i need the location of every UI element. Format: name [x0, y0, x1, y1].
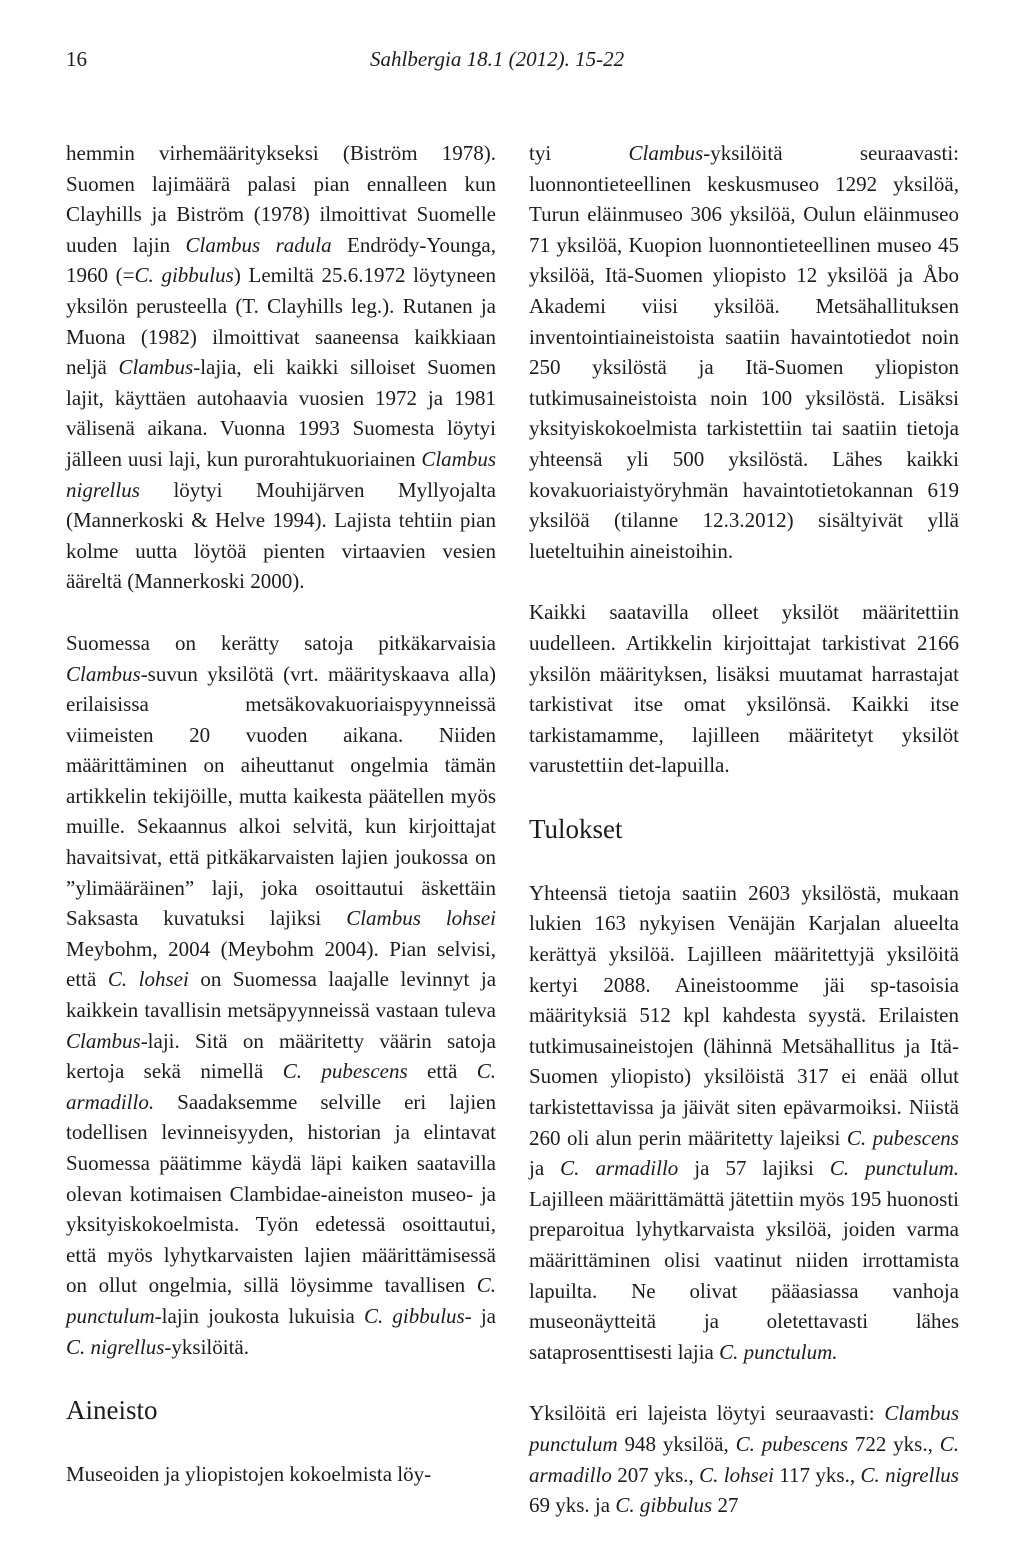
taxon-name: C. pubescens: [282, 1059, 408, 1084]
text-run: Endrödy-Younga, 1960 (=: [66, 232, 496, 288]
taxon-name: C. gibbulus: [134, 263, 234, 288]
taxon-name: C. pubescens: [735, 1431, 848, 1456]
text-run: -yksilöitä.: [164, 1334, 249, 1359]
taxon-name: Clambus nigrellus: [66, 446, 496, 502]
taxon-name: C. punctulum.: [719, 1339, 838, 1364]
section-heading: Tulokset: [529, 813, 623, 844]
text-run: Saadaksemme selville eri lajien todellisen levinneisyyden, historian ja elintavat Suomessa päätimme käydä läpi kaiken saatavilla olevan kotimaisen Clambidae-aineiston museo- ja yksityiskokoelmista. Työn edetessä osoittautui, että myös lyhytkarvaisten lajien määrittämisessä on ollut ongelmia, sillä löysimme tavallisen: [66, 1089, 496, 1298]
taxon-name: Clambus lohsei: [346, 906, 496, 931]
taxon-name: C. nigrellus: [66, 1334, 165, 1359]
taxon-name: C. armadillo.: [66, 1059, 496, 1114]
taxon-name: C. nigrellus: [860, 1462, 959, 1487]
text-run: 722 yks.,: [848, 1431, 940, 1456]
taxon-name: C. gibbulus: [615, 1493, 713, 1518]
paragraph: [529, 1398, 959, 1520]
text-run: -lajin joukosta lukuisia: [154, 1303, 364, 1328]
text-run: Kaikki saatavilla olleet yksilöt määritettiin uudelleen. Artikkelin kirjoittajat tarkistivat 2166 yksilön määrityksen, lisäksi muutamat harrastajat tarkistivat itse omat yksilönsä. Kaikki itse tarkistamamme, lajilleen määritetyt yksilöt varustettiin det-lapuilla.: [529, 600, 959, 778]
paragraph: [529, 878, 959, 1368]
paragraph: [66, 138, 496, 597]
taxon-name: C. armadillo: [560, 1156, 679, 1181]
text-run: -lajia, eli kaikki silloiset Suomen lajit, käyttäen autohaavia vuosien 1972 ja 1981 välisenä aikana. Vuonna 1993 Suomesta löytyi jälleen uusi laji, kun purorahtukuoriainen: [66, 355, 497, 471]
text-run: tyi: [529, 141, 629, 165]
paragraph: [529, 138, 959, 566]
text-run: Museoiden ja yliopistojen kokoelmista löy-: [66, 1462, 432, 1487]
text-run: 948 yksilöä,: [617, 1431, 736, 1456]
text-run: - ja: [464, 1303, 496, 1328]
text-run: löytyi Mouhijärven Myllyojalta (Mannerkoski & Helve 1994). Lajista tehtiin pian kolme uutta löytöä pienten virtaavien vesien ääreltä (Mannerkoski 2000).: [66, 477, 496, 594]
text-run: -laji. Sitä on määritetty väärin satoja kertoja sekä nimellä: [66, 1028, 496, 1084]
text-run: 27: [712, 1493, 739, 1518]
paragraph: [66, 628, 496, 1362]
text-run: 117 yks.,: [773, 1462, 861, 1487]
taxon-name: C. lohsei: [107, 967, 189, 992]
text-run: Lajilleen määrittämättä jätettiin myös 195 huonosti preparoitua lyhytkarvaista yksilöä, joiden varma määrittäminen olisi vaatinut niiden irrottamista lapuilta. Ne olivat pääasiassa vanhoja museonäytteitä ja oletettavasti lähes sataprosenttisesti lajia: [529, 1186, 959, 1364]
text-run: on Suomessa laajalle levinnyt ja kaikkein tavallisin metsäpyynneissä vastaan tuleva: [66, 967, 497, 1023]
taxon-name: Clambus punctulum: [529, 1401, 959, 1456]
paragraph: [529, 597, 959, 781]
paragraph: [66, 1459, 496, 1490]
text-run: että: [407, 1059, 477, 1084]
journal-citation: Sahlbergia 18.1 (2012). 15-22: [370, 47, 625, 71]
text-run: -yksilöitä seuraavasti: luonnontieteellinen keskusmuseo 1292 yksilöä, Turun eläinmuseo 306 yksilöä, Oulun eläinmuseo 71 yksilöä, Kuopion luonnontieteellinen museo 45 yksilöä, Itä-Suomen yliopisto 12 yksilöä ja Åbo Akademi viisi yksilöä. Metsähallituksen inventointiaineistoista saatiin havaintotiedot noin 250 yksilöstä ja Itä-Suomen yliopiston tutkimusaineistoista noin 100 yksilöstä. Lisäksi yksityiskokoelmista tarkistettiin tai saatiin tietoja yhteensä yli 500 yksilöstä. Lähes kaikki kovakuoriaistyöryhmän havaintotietokannan 619 yksilöä (tilanne 12.3.2012) sisältyivät yllä lueteltuihin aineistoihin.: [529, 141, 959, 563]
taxon-name: Clambus: [118, 355, 194, 380]
text-run: Suomessa on kerätty satoja pitkäkarvaisia: [66, 630, 496, 655]
text-run: -suvun yksilötä (vrt. määrityskaava alla) erilaisissa metsäkovakuoriaispyynneissä viimeisten 20 vuoden aikana. Niiden määrittäminen on aiheuttanut ongelmia tämän artikkelin tekijöille, mutta kaikesta päätellen myös muille. Sekaannus alkoi selvitä, kun kirjoittajat havaitsivat, että pitkäkarvaisten lajien joukossa on ”ylimääräinen” laji, joka osoittautui äskettäin Saksasta kuvatuksi lajiksi: [66, 661, 496, 931]
text-run: ja 57 lajiksi: [678, 1156, 830, 1181]
taxon-name: Clambus radula: [185, 232, 332, 257]
text-run: 207 yks.,: [611, 1462, 700, 1487]
taxon-name: C. armadillo: [529, 1431, 959, 1487]
taxon-name: Clambus: [66, 661, 141, 686]
taxon-name: C. lohsei: [699, 1462, 774, 1487]
running-header: [66, 44, 966, 80]
page-number: 16: [66, 47, 87, 71]
left-column: [66, 138, 496, 1521]
text-run: ) Lemiltä 25.6.1972 löytyneen yksilön perusteella (T. Clayhills leg.). Rutanen ja Muona (1982) ilmoittivat saaneensa kaikkiaan neljä: [66, 263, 496, 380]
text-run: Yhteensä tietoja saatiin 2603 yksilöstä, mukaan lukien 163 nykyisen Venäjän Karjalan alueelta kerättyä yksilöä. Lajilleen määritettyjä yksilöitä kertyi 2088. Aineistoomme jäi sp-tasoisia määrityksiä 512 kpl kahdesta syystä. Erilaisten tutkimusaineistojen (lähinnä Metsähallitus ja Itä-Suomen yliopisto) yksilöistä 317 ei enää ollut tarkistettavissa ja jäivät siten epävarmoiksi. Niistä 260 oli alun perin määritetty lajeiksi: [529, 880, 959, 1150]
text-run: 69 yks. ja: [529, 1493, 616, 1518]
text-run: Meybohm, 2004 (Meybohm 2004). Pian selvisi, että: [66, 936, 496, 992]
section-heading: Aineisto: [66, 1395, 158, 1426]
taxon-name: C. punctulum: [66, 1273, 496, 1328]
taxon-name: Clambus: [66, 1028, 141, 1053]
text-run: ja: [529, 1156, 561, 1181]
taxon-name: Clambus: [628, 141, 704, 165]
text-run: Yksilöitä eri lajeista löytyi seuraavasti:: [529, 1401, 885, 1426]
taxon-name: C. gibbulus: [364, 1303, 465, 1328]
taxon-name: C. punctulum.: [829, 1156, 959, 1181]
text-run: hemmin virhemääritykseksi (Biström 1978). Suomen lajimäärä palasi pian ennalleen kun Clayhills ja Biström (1978) ilmoittivat Suomelle uuden lajin: [66, 141, 496, 257]
taxon-name: C. pubescens: [846, 1125, 959, 1150]
right-column: [529, 138, 959, 1552]
